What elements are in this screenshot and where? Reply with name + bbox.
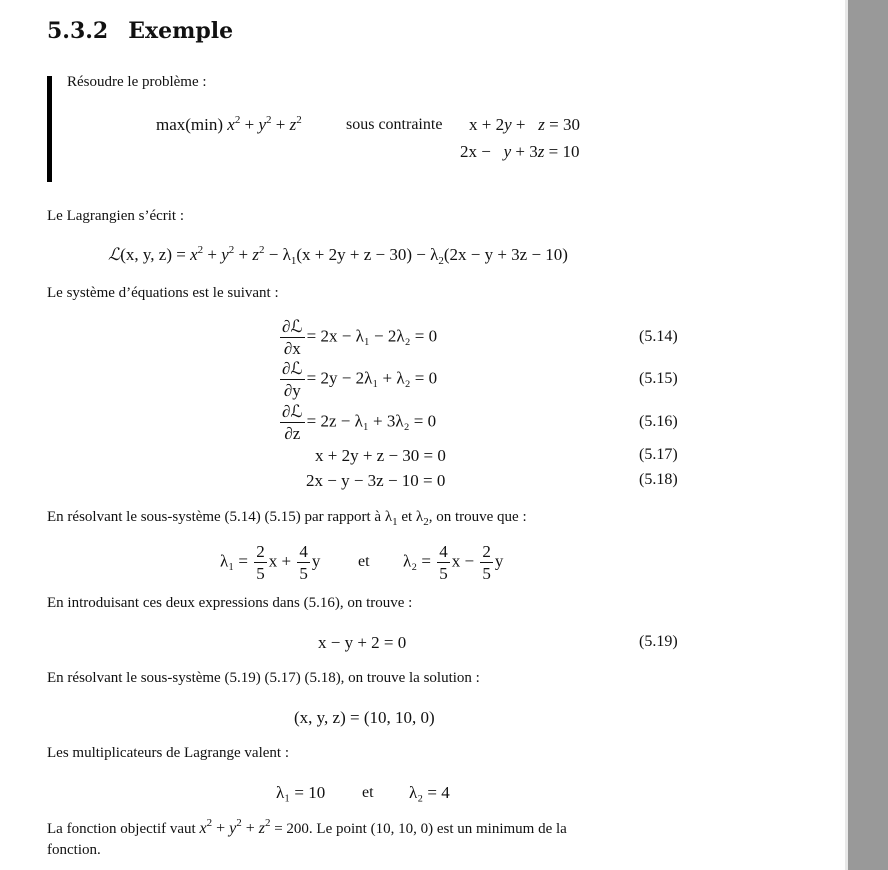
- constraint-1-lhs: x + 2: [469, 115, 505, 134]
- constraint-label: sous contrainte: [346, 116, 443, 133]
- solution-equation: (x, y, z) = (10, 10, 0): [294, 708, 435, 727]
- lambda2-expression: [403, 543, 503, 582]
- lambda2-end: y: [494, 551, 504, 571]
- viewer-side-panel: [848, 0, 888, 870]
- introduction-text: En introduisant ces deux expressions dans (5.16), on trouve :: [47, 595, 413, 611]
- equation-number: (5.19): [639, 633, 678, 650]
- constraint-2-y: y: [503, 142, 512, 161]
- equation-5-19: x − y + 2 = 0: [318, 633, 407, 652]
- lambda1-expression: [220, 543, 320, 582]
- et-separator: et: [358, 553, 370, 570]
- lagrangian-part1: − λ: [264, 245, 291, 264]
- lambda2-mid: x −: [451, 551, 475, 571]
- equation-number: (5.17): [639, 446, 678, 463]
- resolution-1-text: En résolvant le sous-système (5.14) (5.15) par rapport à $\lambda_1$ et $\lambda_2$, on trouve que :: [47, 509, 527, 528]
- constraint-2-rhs: = 10: [544, 142, 580, 161]
- lagrangian-part2: (x + 2y + z − 30) − λ: [296, 245, 439, 264]
- equation-5-17: x + 2y + z − 30 = 0: [315, 446, 446, 465]
- et-separator: et: [362, 784, 374, 801]
- objective-function: max(min) $x^2 + y^2 + z^2$: [156, 114, 302, 134]
- equation-5-16: [278, 403, 436, 442]
- partial-fraction: $\frac{\text{∂ℒ}}{\partial z}$: [282, 402, 303, 443]
- constraint-1-y: y: [504, 115, 512, 134]
- section-title: Exemple: [128, 18, 234, 44]
- lagrangian-intro: Le Lagrangien s’écrit :: [47, 208, 185, 224]
- lambda2-value: λ₂ = 4: [409, 783, 450, 802]
- example-block-bar: [47, 76, 52, 182]
- constraint-2-z: z: [537, 142, 545, 161]
- lagrangian-part3: (2x − y + 3z − 10): [443, 245, 568, 264]
- constraint-1-rhs: = 30: [544, 115, 580, 134]
- lagrangian-equation: ℒ(x, y, $z) = x^2 + y^2 + z^2 - \lambda_1(x + 2y + z - 30) - \lambda_2(2x - y + 3z - 10)$: [108, 244, 568, 267]
- section-number: 5.3.2: [47, 18, 109, 44]
- multipliers-text: Les multiplicateurs de Lagrange valent :: [47, 745, 289, 761]
- conclusion-continuation: fonction.: [47, 842, 101, 858]
- constraint-1-plus: +: [511, 115, 530, 134]
- fraction: $\frac{4}{5}$: [439, 542, 448, 583]
- conclusion-text: La fonction objectif vaut $x^2 + y^2 + z^2 = 200$. Le point (10, 10, 0) est un minimum de la: [47, 817, 567, 837]
- system-intro: Le système d’équations est le suivant :: [47, 285, 279, 301]
- lagrangian-args: (x, y, z) =: [120, 245, 191, 264]
- fraction: $\frac{4}{5}$: [299, 542, 308, 583]
- lambda2-lhs: λ₂ =: [403, 551, 432, 571]
- resolution-1-part-b: et λ: [397, 509, 424, 525]
- constraint-1-z: z: [538, 115, 545, 134]
- lambda1-lhs: λ₁ =: [220, 551, 249, 571]
- equation-rhs: = 2z − λ₁ + 3λ₂ = 0: [306, 411, 437, 431]
- section-heading: [47, 18, 233, 44]
- lambda1-value: λ₁ = 10: [276, 783, 326, 802]
- solution-text: En résolvant le sous-système (5.19) (5.17) (5.18), on trouve la solution :: [47, 670, 480, 686]
- resolution-1-part-a: En résolvant le sous-système (5.14) (5.15) par rapport à λ: [47, 509, 393, 525]
- lambda1-end: y: [311, 551, 321, 571]
- constraint-2: [460, 142, 579, 162]
- lagrangian-symbol: ℒ: [108, 245, 121, 265]
- equation-5-18: 2x − y − 3z − 10 = 0: [306, 471, 446, 490]
- lambda1-mid: x +: [268, 551, 292, 571]
- equation-rhs: = 2y − 2λ₁ + λ₂ = 0: [306, 368, 438, 388]
- equation-rhs: = 2x − λ₁ − 2λ₂ = 0: [306, 326, 438, 346]
- problem-intro: Résoudre le problème :: [67, 74, 207, 90]
- conclusion-part-a: La fonction objectif vaut: [47, 821, 200, 837]
- equation-number: (5.15): [639, 370, 678, 387]
- equation-number: (5.14): [639, 328, 678, 345]
- partial-fraction: $\frac{\text{∂ℒ}}{\partial y}$: [282, 359, 303, 400]
- constraint-2-lhs: 2x −: [460, 142, 496, 161]
- equation-number: (5.16): [639, 413, 678, 430]
- fraction: $\frac{2}{5}$: [482, 542, 491, 583]
- conclusion-part-b: = 200. Le point (10, 10, 0) est un minimum de la: [270, 821, 567, 837]
- objective-prefix: max(min): [156, 115, 224, 134]
- constraint-2-plus: + 3: [511, 142, 538, 161]
- equation-5-15: [278, 360, 437, 399]
- equation-5-14: [278, 318, 437, 357]
- constraint-1: [469, 115, 580, 135]
- fraction: $\frac{2}{5}$: [256, 542, 265, 583]
- partial-fraction: $\frac{\text{∂ℒ}}{\partial x}$: [282, 317, 303, 358]
- equation-number: (5.18): [639, 471, 678, 488]
- resolution-1-part-c: , on trouve que :: [428, 509, 527, 525]
